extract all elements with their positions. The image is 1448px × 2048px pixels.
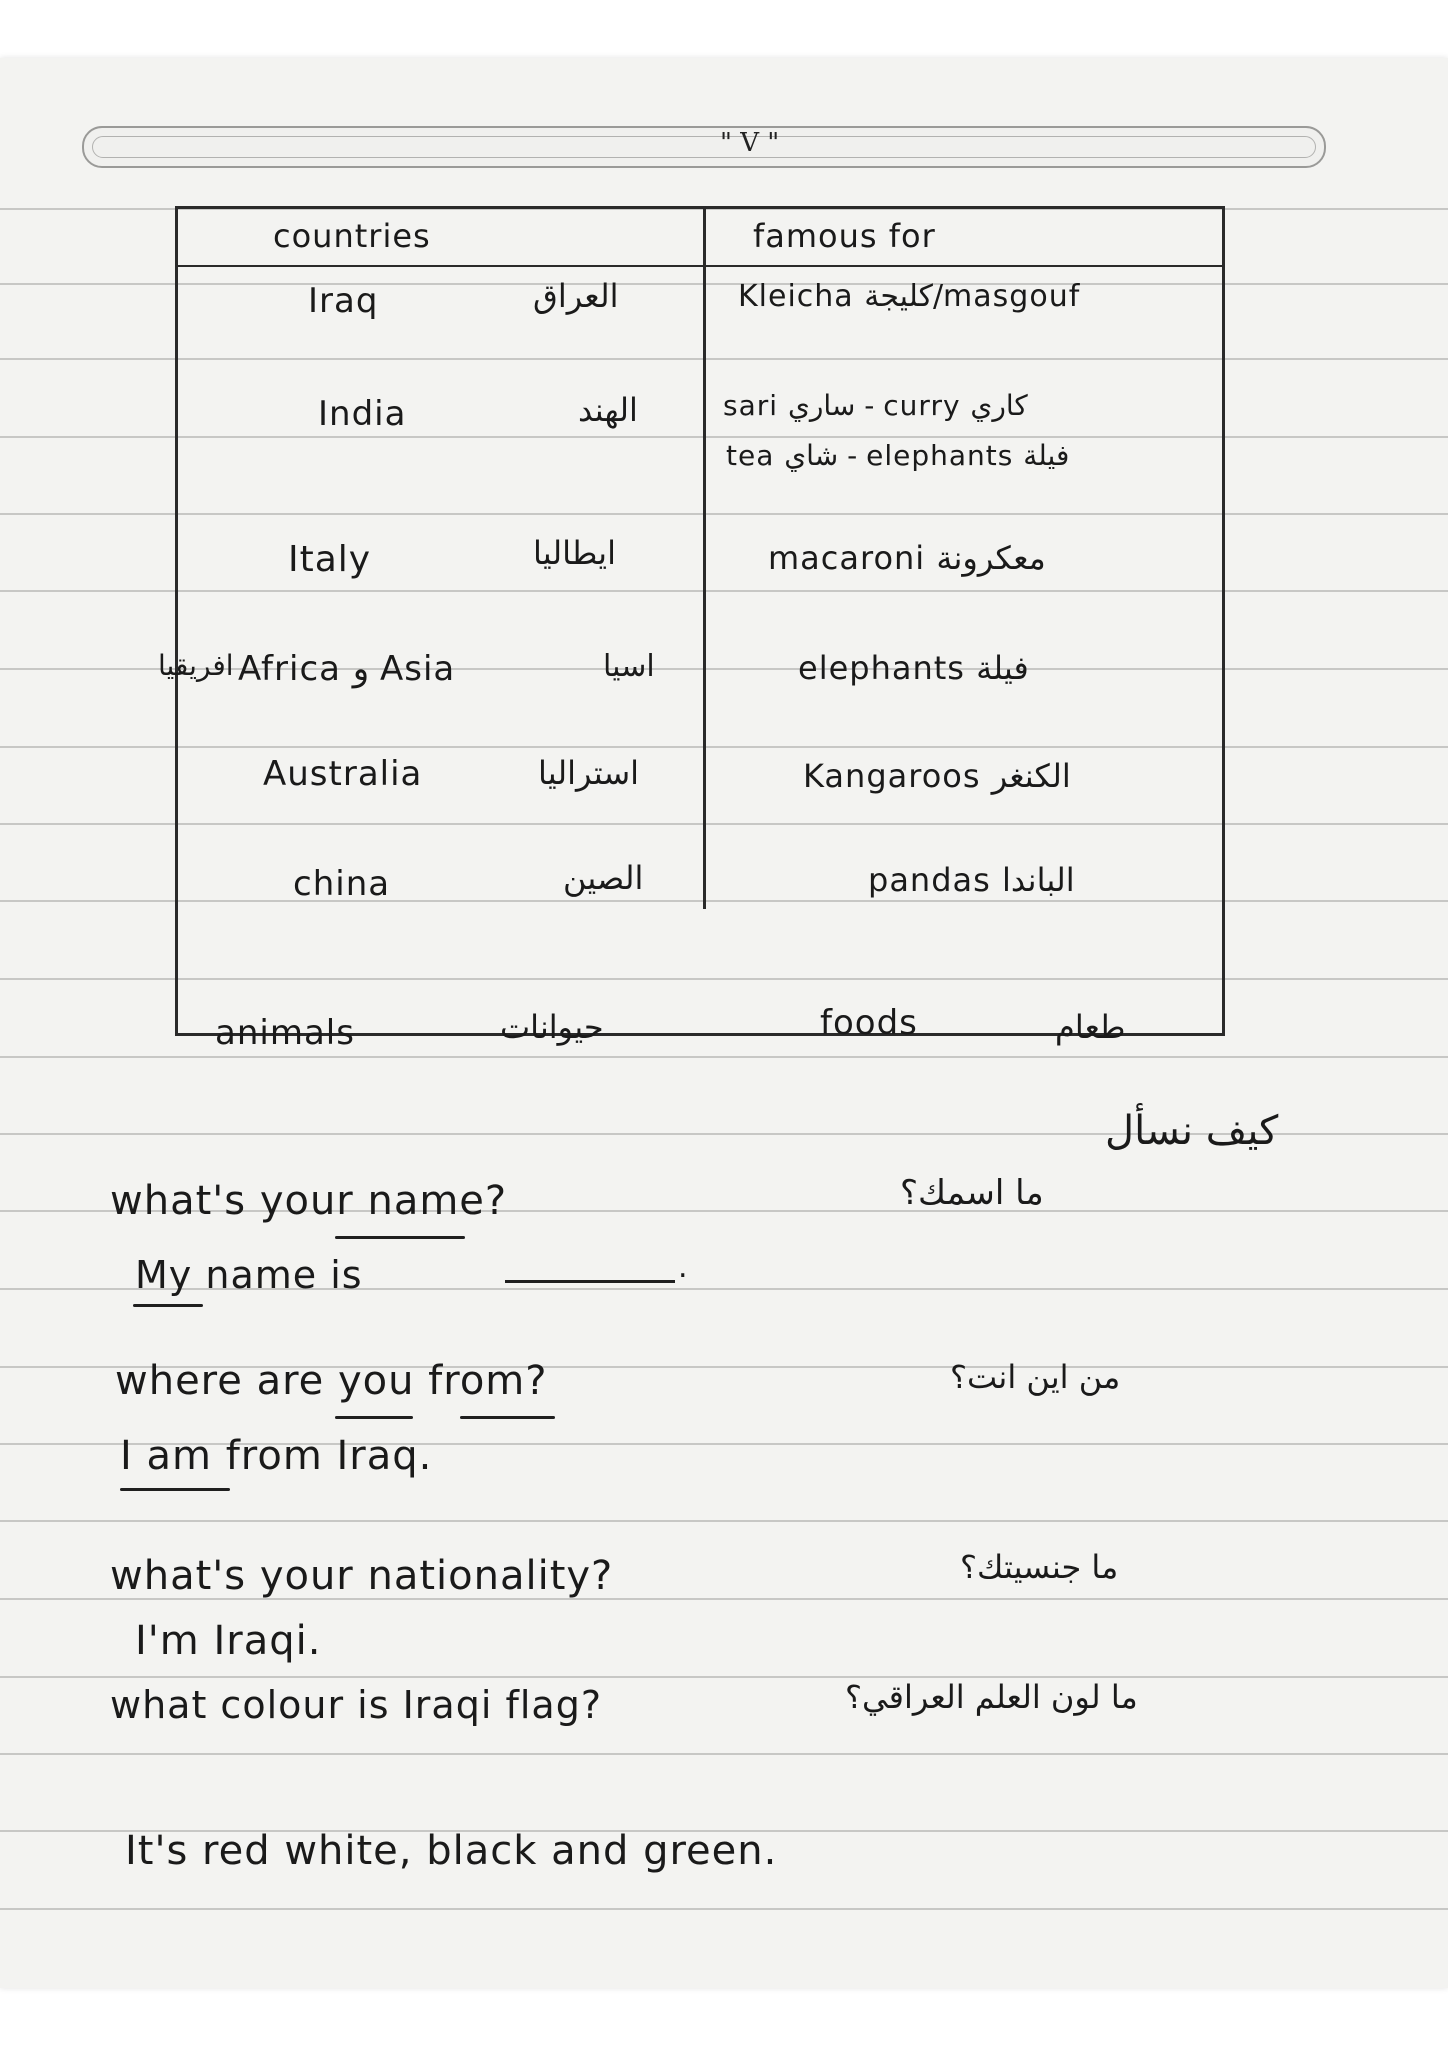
header-rule bbox=[178, 265, 1222, 267]
answer-nationality: I'm Iraqi. bbox=[135, 1618, 322, 1664]
vocab-animals-en: animals bbox=[215, 1013, 355, 1053]
vocab-foods-en: foods bbox=[820, 1003, 918, 1043]
famous-for-cell: sari ساري - curry كاري bbox=[723, 389, 1028, 422]
ruled-line bbox=[0, 1908, 1448, 1910]
countries-table bbox=[158, 206, 1225, 1036]
section-heading-ar: كيف نسأل bbox=[1105, 1108, 1279, 1154]
answer-from: I am from Iraq. bbox=[120, 1433, 433, 1479]
underline bbox=[133, 1304, 203, 1307]
famous-for-cell: pandas الباندا bbox=[868, 861, 1075, 899]
country-en: Australia bbox=[263, 754, 423, 794]
question-nationality-ar: ما جنسيتك؟ bbox=[960, 1548, 1119, 1586]
famous-for-cell: Kleicha كليجة/masgouf bbox=[738, 279, 1081, 314]
country-en: Iraq bbox=[308, 281, 379, 321]
answer-blank bbox=[505, 1280, 675, 1283]
country-en: china bbox=[293, 864, 391, 904]
vocab-animals-ar: حيوانات bbox=[500, 1008, 604, 1046]
country-ar: اسيا bbox=[603, 649, 655, 684]
question-from: where are you from? bbox=[115, 1358, 548, 1404]
underline bbox=[460, 1416, 555, 1419]
famous-for-cell: elephants فيلة bbox=[798, 649, 1029, 687]
country-ar-left: افريقيا bbox=[158, 649, 234, 682]
page-number: " V " bbox=[720, 128, 780, 158]
ruled-line bbox=[0, 1056, 1448, 1058]
answer-flag: It's red white, black and green. bbox=[125, 1828, 778, 1874]
underline bbox=[120, 1488, 230, 1491]
question-name: what's your name? bbox=[110, 1178, 508, 1224]
ruled-line bbox=[0, 1520, 1448, 1522]
answer-name: My name is bbox=[135, 1253, 363, 1297]
famous-for-cell: Kangaroos الكنغر bbox=[803, 757, 1071, 795]
header-countries: countries bbox=[273, 217, 431, 255]
header-band bbox=[82, 126, 1326, 168]
famous-for-cell-line2: tea شاي - elephants فيلة bbox=[726, 439, 1070, 472]
famous-for-cell: macaroni معكرونة bbox=[768, 539, 1046, 577]
header-famous-for: famous for bbox=[753, 217, 936, 255]
country-ar: العراق bbox=[533, 277, 619, 315]
country-en: Italy bbox=[288, 539, 372, 580]
question-flag-ar: ما لون العلم العراقي؟ bbox=[845, 1678, 1138, 1716]
question-from-ar: من اين انت؟ bbox=[950, 1358, 1121, 1396]
ruled-line bbox=[0, 1676, 1448, 1678]
underline bbox=[335, 1236, 465, 1239]
country-ar: استراليا bbox=[538, 754, 640, 792]
vocab-foods-ar: طعام bbox=[1055, 1008, 1126, 1046]
question-flag: what colour is Iraqi flag? bbox=[110, 1683, 602, 1727]
ruled-line bbox=[0, 1753, 1448, 1755]
country-ar: الهند bbox=[578, 391, 638, 429]
question-nationality: what's your nationality? bbox=[110, 1553, 614, 1599]
country-en: India bbox=[318, 394, 407, 434]
notebook-page bbox=[0, 58, 1448, 1988]
column-divider bbox=[703, 209, 706, 909]
country-ar: ايطاليا bbox=[533, 534, 616, 572]
question-name-ar: ما اسمك؟ bbox=[900, 1173, 1044, 1213]
country-en: Africa و Asia bbox=[238, 649, 456, 689]
underline bbox=[335, 1416, 413, 1419]
answer-name-period: . bbox=[678, 1250, 689, 1285]
country-ar: الصين bbox=[563, 859, 644, 897]
